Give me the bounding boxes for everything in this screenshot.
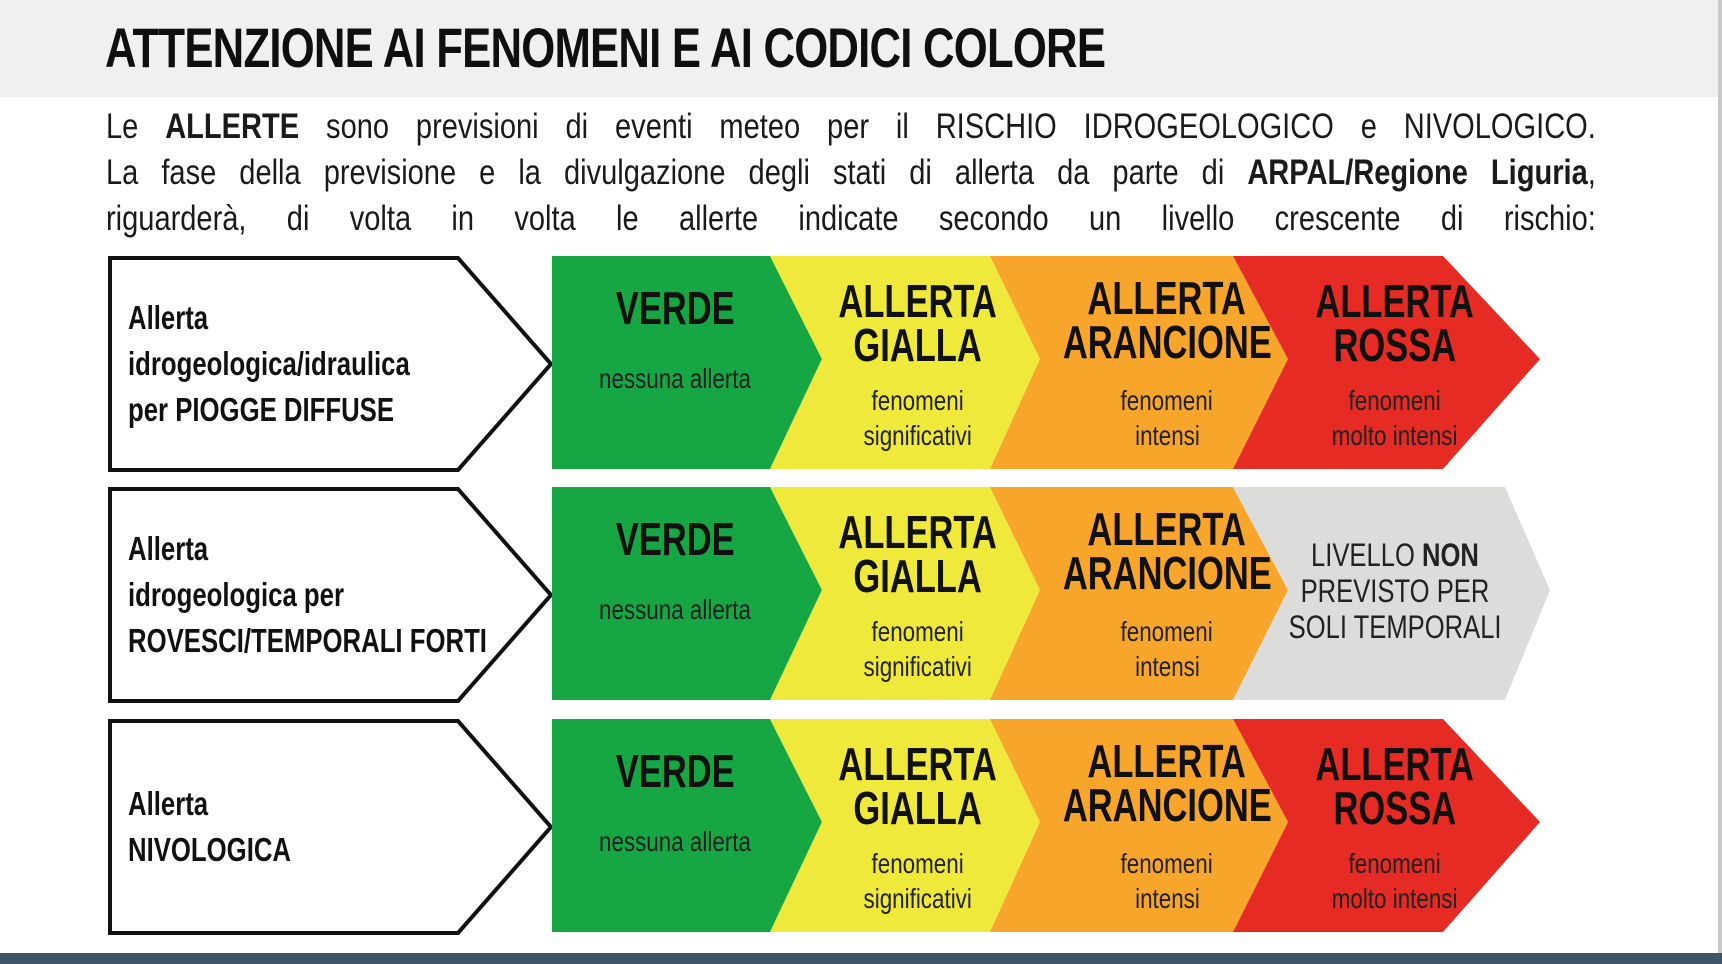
red-label: ALLERTA ROSSA fenomeni molto intensi (1315, 275, 1475, 451)
page-title: ATTENZIONE AI FENOMENI E AI CODICI COLORE (105, 16, 1106, 79)
row-label-box (108, 719, 555, 935)
green-label: VERDE nessuna allerta (599, 513, 751, 625)
orange-label: ALLERTA ARANCIONE fenomeni intensi (1062, 735, 1272, 914)
green-label: VERDE nessuna allerta (599, 282, 751, 394)
row-label-box (108, 487, 555, 703)
window-edge (1718, 0, 1722, 964)
bottom-bar (0, 953, 1722, 964)
orange-label: ALLERTA ARANCIONE fenomeni intensi (1062, 272, 1272, 451)
green-label: VERDE nessuna allerta (599, 745, 751, 857)
row-label-box (108, 256, 555, 472)
intro-line-1: Le ALLERTE sono previsioni di eventi meteo per il RISCHIO IDROGEOLOGICO e NIVOLOGICO. (106, 107, 1596, 146)
yellow-label: ALLERTA GIALLA fenomeni significativi (838, 506, 998, 682)
intro-line-3: riguarderà, di volta in volta le allerte indicate secondo un livello crescente di rischio: (106, 199, 1596, 238)
row-label: Allerta NIVOLOGICA (128, 785, 292, 868)
yellow-label: ALLERTA GIALLA fenomeni significativi (838, 275, 998, 451)
red-label: ALLERTA ROSSA fenomeni molto intensi (1315, 738, 1475, 914)
orange-label: ALLERTA ARANCIONE fenomeni intensi (1062, 503, 1272, 682)
row-label: Allerta idrogeologica/idraulica per PIOGGE DIFFUSE (128, 299, 410, 428)
intro-line-2: La fase della previsione e la divulgazione degli stati di allerta da parte di ARPAL/Regione Liguria, (106, 153, 1596, 192)
yellow-label: ALLERTA GIALLA fenomeni significativi (838, 738, 998, 914)
row-label: Allerta idrogeologica per ROVESCI/TEMPORALI FORTI (128, 530, 487, 659)
grey-label: LIVELLO NON PREVISTO PER SOLI TEMPORALI (1288, 537, 1502, 645)
